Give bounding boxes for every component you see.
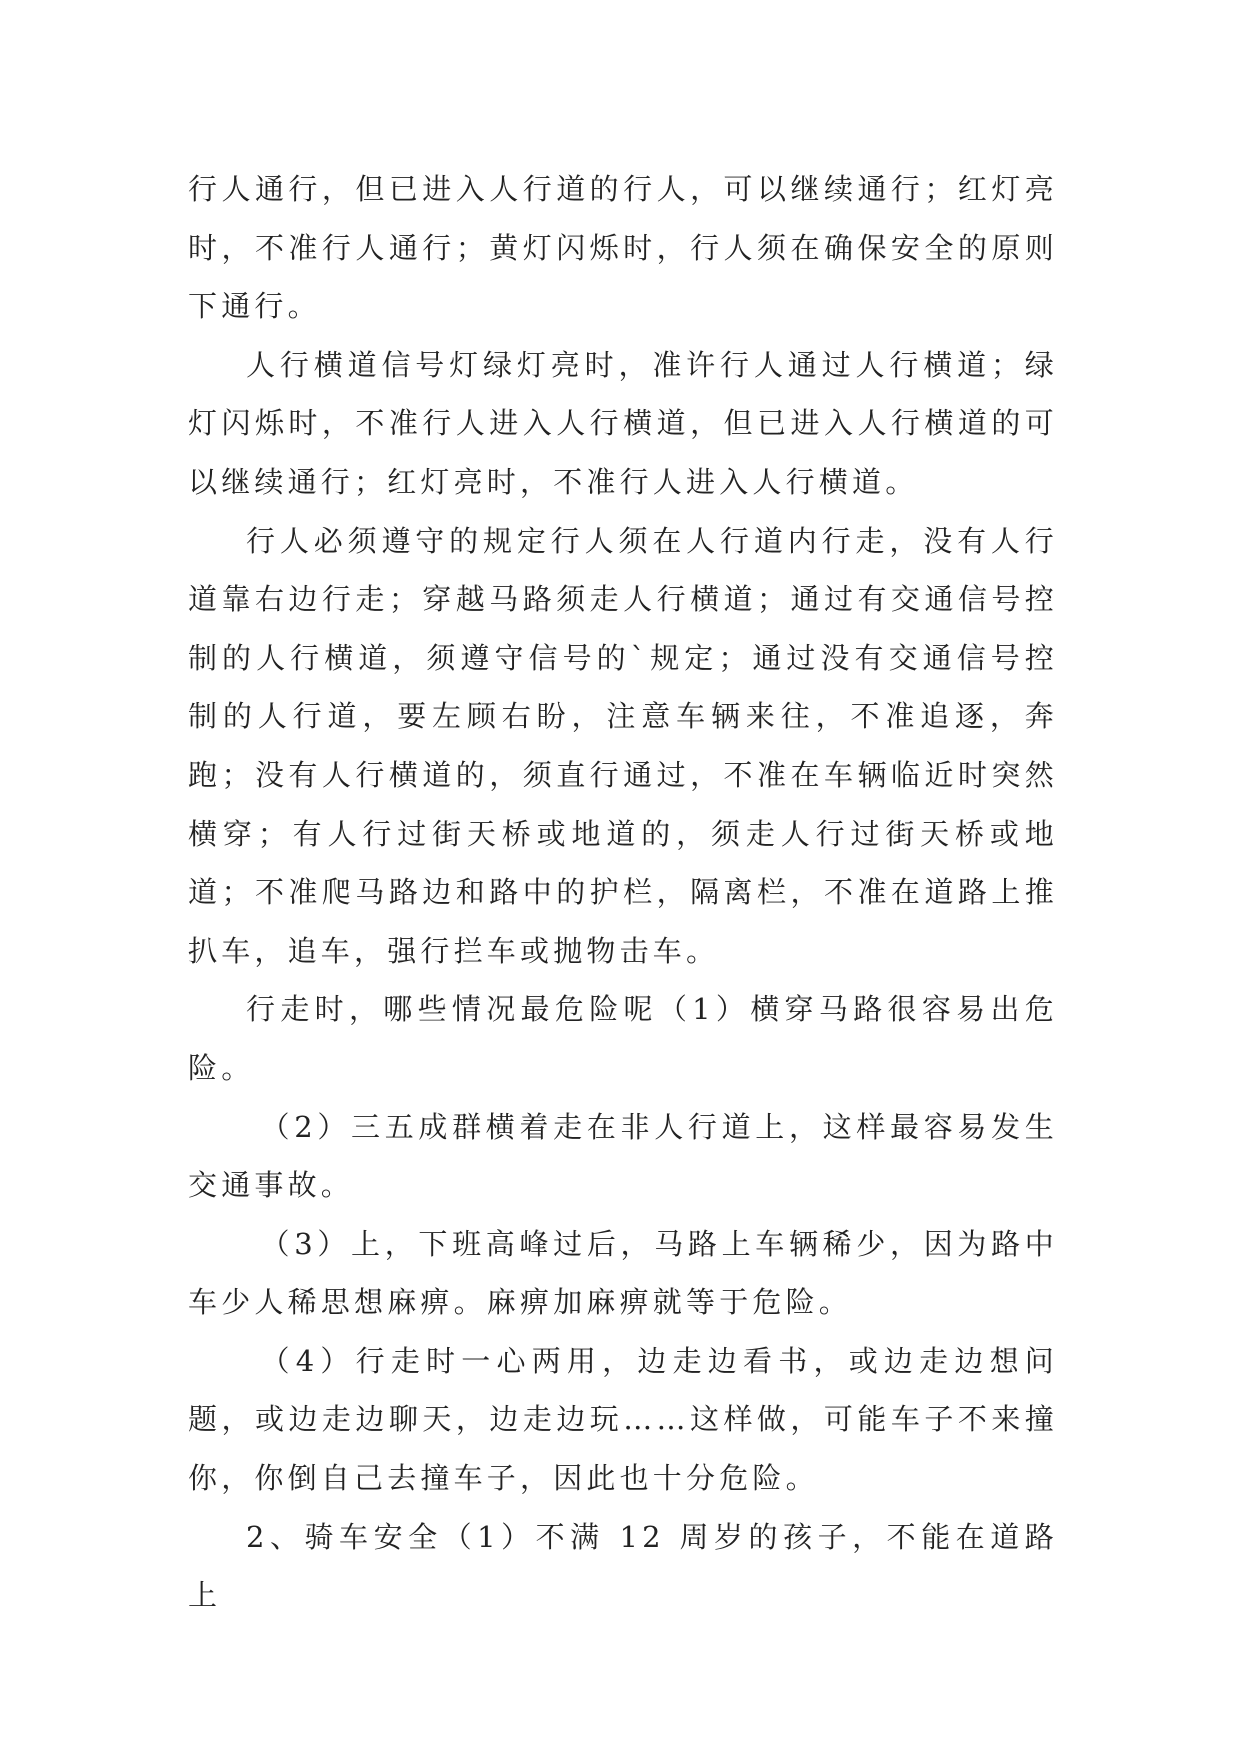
paragraph-danger-4: （4）行走时一心两用，边走边看书，或边走边想问题，或边走边聊天，边走边玩……这样做，可能车子不来撞你，你倒自己去撞车子，因此也十分危险。 xyxy=(188,1343,1058,1496)
paragraph-danger-intro: 行走时，哪些情况最危险呢（1）横穿马路很容易出危险。 xyxy=(188,992,1058,1085)
paragraph-danger-3: （3）上，下班高峰过后，马路上车辆稀少，因为路中车少人稀思想麻痹。麻痹加麻痹就等于危险。 xyxy=(188,1226,1058,1320)
paragraph-pedestrian-signal-continued: 行人通行，但已进入人行道的行人，可以继续通行；红灯亮时，不准行人通行；黄灯闪烁时，行人须在确保安全的原则下通行。 xyxy=(188,172,1058,324)
paragraph-danger-2: （2）三五成群横着走在非人行道上，这样最容易发生交通事故。 xyxy=(188,1109,1058,1203)
paragraph-crosswalk-signal: 人行横道信号灯绿灯亮时，准许行人通过人行横道；绿灯闪烁时，不准行人进入人行横道，但已进入人行横道的可以继续通行；红灯亮时，不准行人进入人行横道。 xyxy=(188,347,1058,499)
paragraph-pedestrian-rules: 行人必须遵守的规定行人须在人行道内行走，没有人行道靠右边行走；穿越马路须走人行横道；通过有交通信号控制的人行横道，须遵守信号的`规定；通过没有交通信号控制的人行道，要左顾右盼，注意车辆来往，不准追逐，奔跑；没有人行横道的，须直行通过，不准在车辆临近时突然横穿；有人行过街天桥或地道的，须走人行过街天桥或地道；不准爬马路边和路中的护栏，隔离栏，不准在道路上推扒车，追车，强行拦车或抛物击车。 xyxy=(188,523,1058,968)
paragraph-cycling-safety: 2、骑车安全（1）不满 12 周岁的孩子，不能在道路上 xyxy=(188,1519,1058,1613)
document-body xyxy=(188,160,1058,1625)
